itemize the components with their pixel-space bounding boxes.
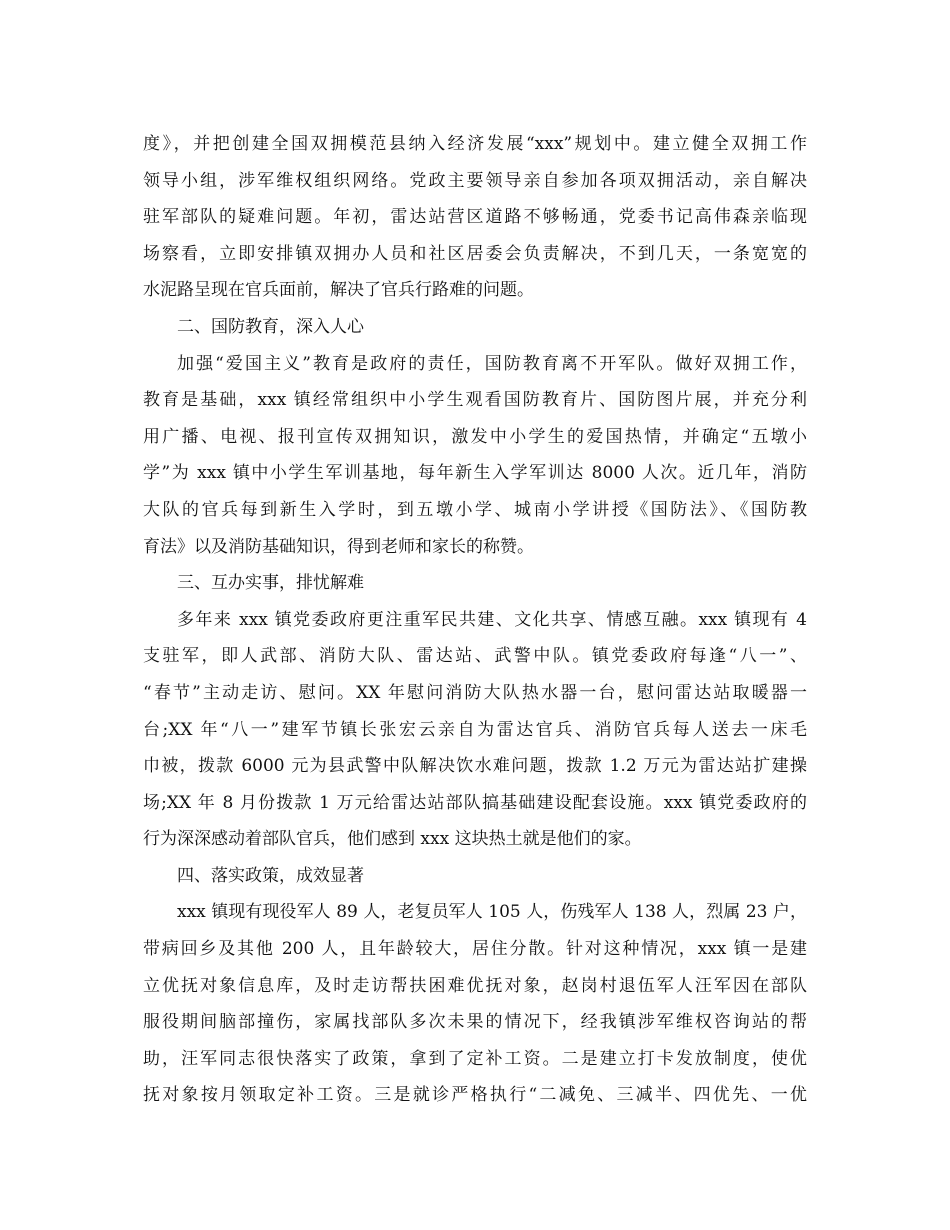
text-line: 立优抚对象信息库，及时走访帮扶困难优抚对象，赵岗村退伍军人汪军因在部队: [143, 975, 807, 996]
text-line: 领导小组，涉军维权组织网络。党政主要领导亲自参加各项双拥活动，亲自解决: [143, 170, 807, 191]
text-line: 助，汪军同志很快落实了政策，拿到了定补工资。二是建立打卡发放制度，使优: [143, 1048, 807, 1069]
text-line: 服役期间脑部撞伤，家属找部队多次未果的情况下，经我镇涉军维权咨询站的帮: [143, 1012, 807, 1033]
text-line: 水泥路呈现在官兵面前，解决了官兵行路难的问题。: [143, 280, 534, 301]
text-line: 台;XX 年“八一”建军节镇长张宏云亲自为雷达官兵、消防官兵每人送去一床毛: [143, 719, 807, 740]
section-heading: 二、国防教育，深入人心: [177, 316, 364, 337]
section-heading: 三、互办实事，排忧解难: [177, 573, 364, 594]
text-line: 驻军部队的疑难问题。年初，雷达站营区道路不够畅通，党委书记高伟森亲临现: [143, 207, 807, 228]
text-line: 用广播、电视、报刊宣传双拥知识，激发中小学生的爱国热情，并确定“五墩小: [143, 426, 807, 447]
text-line: “春节”主动走访、慰问。XX 年慰问消防大队热水器一台，慰问雷达站取暖器一: [143, 682, 807, 703]
text-line: 抚对象按月领取定补工资。三是就诊严格执行“二减免、三减半、四优先、一优: [143, 1085, 807, 1106]
text-line: 行为深深感动着部队官兵，他们感到 xxx 这块热土就是他们的家。: [143, 829, 642, 850]
text-line: 巾被，拨款 6000 元为县武警中队解决饮水难问题，拨款 1.2 万元为雷达站扩建操: [143, 756, 807, 777]
paragraph-first-line: 多年来 xxx 镇党委政府更注重军民共建、文化共享、情感互融。xxx 镇现有 4: [177, 609, 807, 630]
text-line: 场察看，立即安排镇双拥办人员和社区居委会负责解决，不到几天，一条宽宽的: [143, 243, 807, 264]
text-line: 学”为 xxx 镇中小学生军训基地，每年新生入学军训达 8000 人次。近几年，消防: [143, 463, 807, 484]
document-body: [143, 126, 807, 1114]
text-line: 大队的官兵每到新生入学时，到五墩小学、城南小学讲授《国防法》、《国防教: [143, 499, 807, 520]
text-line: 教育是基础，xxx 镇经常组织中小学生观看国防教育片、国防图片展，并充分利: [143, 390, 807, 411]
paragraph-first-line: xxx 镇现有现役军人 89 人，老复员军人 105 人，伤残军人 138 人，烈属 23 户，: [177, 902, 807, 923]
text-line: 育法》以及消防基础知识，得到老师和家长的称赞。: [143, 536, 534, 557]
text-line: 度》，并把创建全国双拥模范县纳入经济发展“xxx”规划中。建立健全双拥工作: [143, 134, 807, 154]
text-line: 场;XX 年 8 月份拨款 1 万元给雷达站部队搞基础建设配套设施。xxx 镇党委政府的: [143, 792, 807, 813]
text-line: 支驻军，即人武部、消防大队、雷达站、武警中队。镇党委政府每逢“八一”、: [143, 646, 807, 667]
text-line: 带病回乡及其他 200 人，且年龄较大，居住分散。针对这种情况，xxx 镇一是建: [143, 939, 807, 960]
section-heading: 四、落实政策，成效显著: [177, 865, 364, 886]
paragraph-first-line: 加强“爱国主义”教育是政府的责任，国防教育离不开军队。做好双拥工作，: [177, 353, 807, 374]
